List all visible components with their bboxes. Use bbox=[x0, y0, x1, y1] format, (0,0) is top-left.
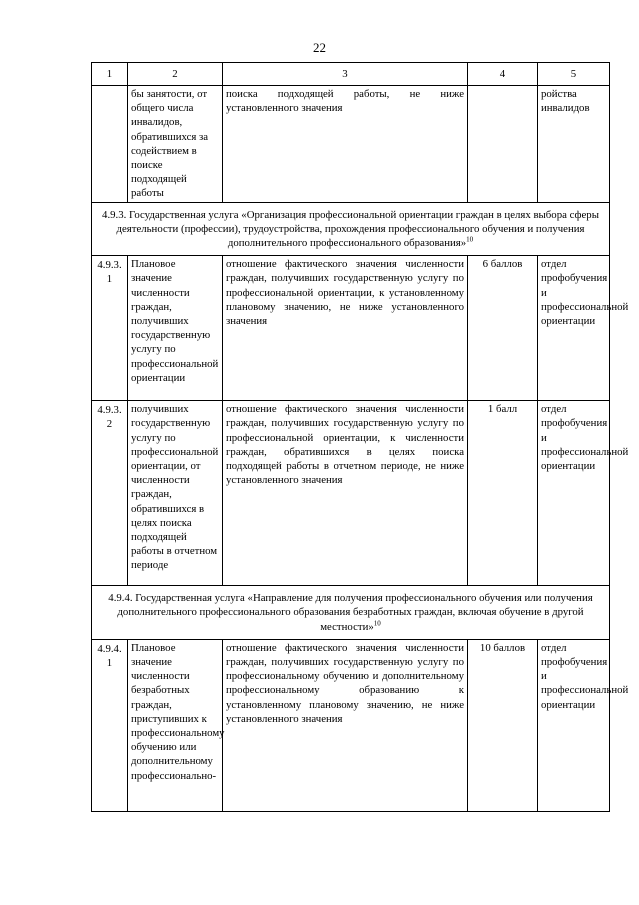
calculation-method: поиска подходящей работы, не ниже установленного значения bbox=[223, 86, 468, 203]
section-heading-4-9-4: 4.9.4. Государственная услуга «Направление для получения профессионального обучения или получения дополнительного профессионального образования безработных граждан, включая обучение в другой местности»$^{10}$ bbox=[92, 586, 610, 640]
table-row bbox=[92, 639, 610, 811]
score: 10 баллов bbox=[468, 639, 538, 811]
header-col-1: 1 bbox=[92, 63, 128, 86]
responsible-unit: ройства инвалидов bbox=[538, 86, 610, 203]
footnote-ref: 10 bbox=[466, 235, 474, 244]
indicator-name: Плановое значение численности безработных граждан, приступивших к профессиональному обучению или дополнительному профессионально- bbox=[128, 639, 223, 811]
indicator-name: Плановое значение численности граждан, получивших государственную услугу по профессиональной ориентации bbox=[128, 256, 223, 401]
page-number: 22 bbox=[313, 40, 326, 55]
table-row bbox=[92, 86, 610, 203]
header-col-2: 2 bbox=[128, 63, 223, 86]
section-heading-row bbox=[92, 586, 610, 640]
table-row bbox=[92, 256, 610, 401]
score: 1 балл bbox=[468, 401, 538, 586]
indicators-table bbox=[91, 62, 629, 812]
responsible-unit: отдел профобучения и профессиональной ориентации bbox=[538, 401, 610, 586]
header-col-4: 4 bbox=[468, 63, 538, 86]
indicator-name: получивших государственную услугу по профессиональной ориентации, от численности граждан, обратившихся в целях поиска подходящей работы в отчетном периоде bbox=[128, 401, 223, 586]
calculation-method: отношение фактического значения численности граждан, получивших государственную услугу по профессиональной ориентации, к численности граждан, обратившихся в целях поиска подходящей работы в отчетном периоде, не ниже установленного значения bbox=[223, 401, 468, 586]
table-row bbox=[92, 401, 610, 586]
row-number: 4.9.4. 1 bbox=[92, 639, 128, 811]
header-col-5: 5 bbox=[538, 63, 610, 86]
header-col-3: 3 bbox=[223, 63, 468, 86]
row-number: 4.9.3. 2 bbox=[92, 401, 128, 586]
score: 6 баллов bbox=[468, 256, 538, 401]
section-heading-4-9-3: 4.9.3. Государственная услуга «Организация профессиональной ориентации граждан в целях выбора сферы деятельности (профессии), трудоустройства, прохождения профессионального обучения и получения дополнительного профессионального образования»$^{10}$ bbox=[92, 202, 610, 256]
row-number: 4.9.3. 1 bbox=[92, 256, 128, 401]
calculation-method: отношение фактического значения численности граждан, получивших государственную услугу по профессиональной ориентации, к установленному плановому значению, не ниже установленного значения bbox=[223, 256, 468, 401]
responsible-unit: отдел профобучения и профессиональной ориентации bbox=[538, 256, 610, 401]
table-header-row bbox=[92, 63, 610, 86]
row-number bbox=[92, 86, 128, 203]
section-heading-row bbox=[92, 202, 610, 256]
calculation-method: отношение фактического значения численности граждан, получивших государственную услугу по профессиональному обучению и дополнительному профессиональному образованию к установленному плановому значению, не ниже установленного значения bbox=[223, 639, 468, 811]
responsible-unit: отдел профобучения и профессиональной ориентации bbox=[538, 639, 610, 811]
score bbox=[468, 86, 538, 203]
footnote-ref: 10 bbox=[373, 619, 381, 628]
indicator-name: бы занятости, от общего числа инвалидов, обратившихся за содействием в поиске подходящей работы bbox=[128, 86, 223, 203]
